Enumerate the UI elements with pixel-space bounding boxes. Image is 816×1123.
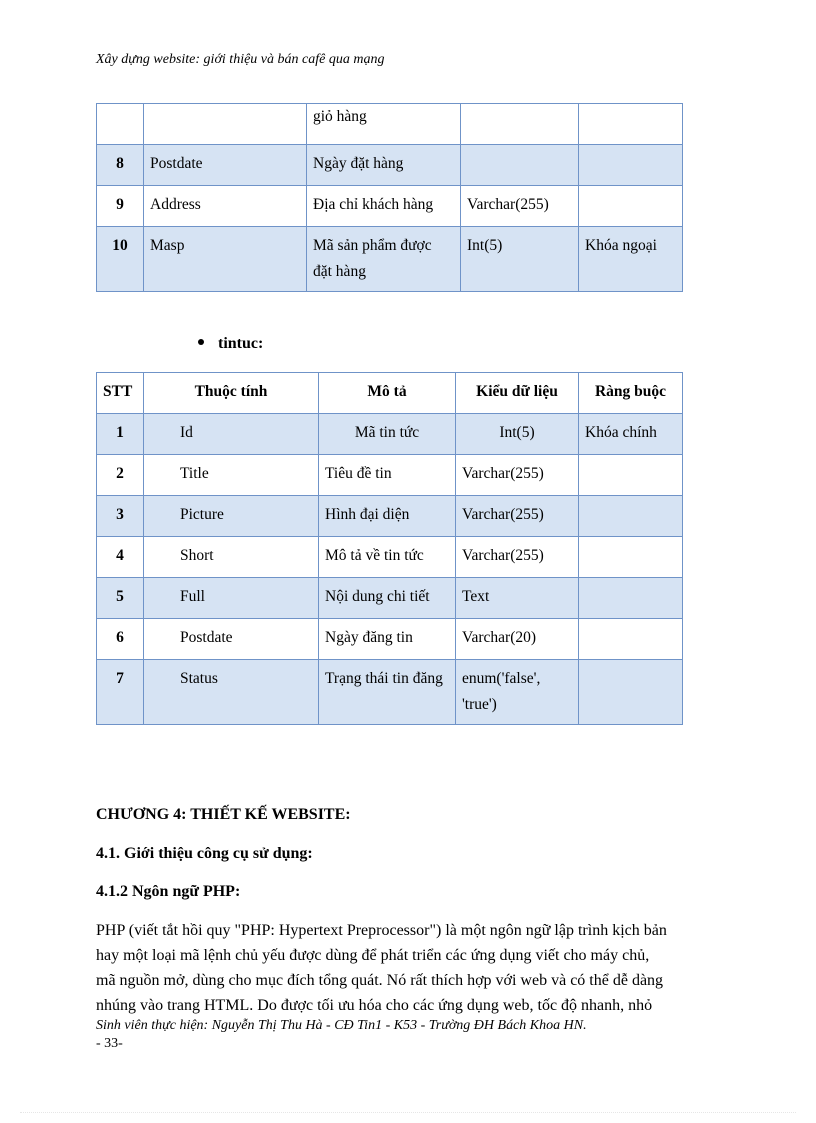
table-row — [97, 619, 683, 660]
chapter-heading: CHƯƠNG 4: THIẾT KẾ WEBSITE: — [96, 806, 351, 823]
cell-desc: giỏ hàng — [307, 104, 461, 145]
cell-type: Int(5) — [461, 227, 579, 292]
paragraph-line: PHP (viết tắt hồi quy "PHP: Hypertext Preprocessor") là một ngôn ngữ lập trình kịch bản — [96, 922, 667, 939]
cell-stt — [97, 104, 144, 145]
bullet-dot-icon — [198, 339, 204, 345]
running-header: Xây dựng website: giới thiệu và bán cafê qua mạng — [96, 52, 385, 67]
cell-type: enum('false', 'true') — [456, 660, 579, 725]
cell-type — [461, 145, 579, 186]
cell-type: Varchar(255) — [461, 186, 579, 227]
table-row — [97, 578, 683, 619]
cell-constraint: Khóa chính — [579, 414, 683, 455]
cell-stt: 10 — [97, 227, 144, 292]
table-row — [97, 455, 683, 496]
column-header: STT — [97, 373, 144, 414]
cell-stt: 1 — [97, 414, 144, 455]
cell-attr: Id — [144, 414, 319, 455]
cell-type: Varchar(255) — [456, 537, 579, 578]
cell-constraint — [579, 537, 683, 578]
cell-constraint — [579, 496, 683, 537]
cell-stt: 5 — [97, 578, 144, 619]
page-bottom-rule — [20, 1112, 796, 1113]
section-heading-4-1: 4.1. Giới thiệu công cụ sử dụng: — [96, 845, 313, 862]
cell-attr: Short — [144, 537, 319, 578]
column-header: Thuộc tính — [144, 373, 319, 414]
cell-attr: Title — [144, 455, 319, 496]
cell-desc: Tiêu đề tin — [319, 455, 456, 496]
cell-stt: 8 — [97, 145, 144, 186]
table-row — [97, 145, 683, 186]
table-row — [97, 496, 683, 537]
cell-desc: Nội dung chi tiết — [319, 578, 456, 619]
cell-stt: 4 — [97, 537, 144, 578]
cell-stt: 9 — [97, 186, 144, 227]
cell-type: Int(5) — [456, 414, 579, 455]
table-row — [97, 660, 683, 725]
column-header: Kiểu dữ liệu — [456, 373, 579, 414]
table-row — [97, 414, 683, 455]
running-footer: Sinh viên thực hiện: Nguyễn Thị Thu Hà - CĐ Tin1 - K53 - Trường ĐH Bách Khoa HN. — [96, 1018, 587, 1033]
cell-attr: Status — [144, 660, 319, 725]
cell-constraint — [579, 455, 683, 496]
cell-constraint — [579, 145, 683, 186]
table-row — [97, 186, 683, 227]
cell-attr: Masp — [144, 227, 307, 292]
cell-type: Varchar(20) — [456, 619, 579, 660]
cell-constraint — [579, 104, 683, 145]
bullet-label: tintuc: — [218, 335, 264, 352]
cell-constraint — [579, 660, 683, 725]
paragraph-line: hay một loại mã lệnh chủ yếu được dùng để phát triển các ứng dụng viết cho máy chủ, — [96, 947, 650, 964]
table-row — [97, 104, 683, 145]
cell-stt: 7 — [97, 660, 144, 725]
bullet-item-tintuc — [198, 335, 263, 353]
cell-desc: Mã sản phẩm được đặt hàng — [307, 227, 461, 292]
cell-constraint — [579, 186, 683, 227]
cell-desc: Mô tả về tin tức — [319, 537, 456, 578]
table-header-row — [97, 373, 683, 414]
cell-desc: Trạng thái tin đăng — [319, 660, 456, 725]
cell-stt: 3 — [97, 496, 144, 537]
table-tintuc — [96, 372, 683, 725]
cell-desc: Hình đại diện — [319, 496, 456, 537]
paragraph-line: nhúng vào trang HTML. Do được tối ưu hóa cho các ứng dụng web, tốc độ nhanh, nhỏ — [96, 997, 653, 1014]
table-row — [97, 537, 683, 578]
cell-stt: 2 — [97, 455, 144, 496]
cell-stt: 6 — [97, 619, 144, 660]
cell-desc: Ngày đăng tin — [319, 619, 456, 660]
cell-attr: Postdate — [144, 619, 319, 660]
cell-attr: Picture — [144, 496, 319, 537]
cell-desc: Mã tin tức — [319, 414, 456, 455]
body-paragraph — [96, 918, 726, 1018]
table-donhang-continued — [96, 103, 683, 292]
cell-constraint — [579, 619, 683, 660]
column-header: Mô tả — [319, 373, 456, 414]
cell-constraint: Khóa ngoại — [579, 227, 683, 292]
cell-type — [461, 104, 579, 145]
cell-constraint — [579, 578, 683, 619]
cell-attr — [144, 104, 307, 145]
paragraph-line: mã nguồn mở, dùng cho mục đích tổng quát. Nó rất thích hợp với web và có thể dễ dàng — [96, 972, 664, 989]
cell-attr: Full — [144, 578, 319, 619]
cell-type: Varchar(255) — [456, 455, 579, 496]
cell-attr: Address — [144, 186, 307, 227]
page-number: - 33- — [96, 1036, 123, 1051]
cell-desc: Địa chỉ khách hàng — [307, 186, 461, 227]
table-row — [97, 227, 683, 292]
cell-type: Text — [456, 578, 579, 619]
cell-desc: Ngày đặt hàng — [307, 145, 461, 186]
cell-type: Varchar(255) — [456, 496, 579, 537]
section-heading-4-1-2: 4.1.2 Ngôn ngữ PHP: — [96, 883, 241, 900]
cell-attr: Postdate — [144, 145, 307, 186]
column-header: Ràng buộc — [579, 373, 683, 414]
